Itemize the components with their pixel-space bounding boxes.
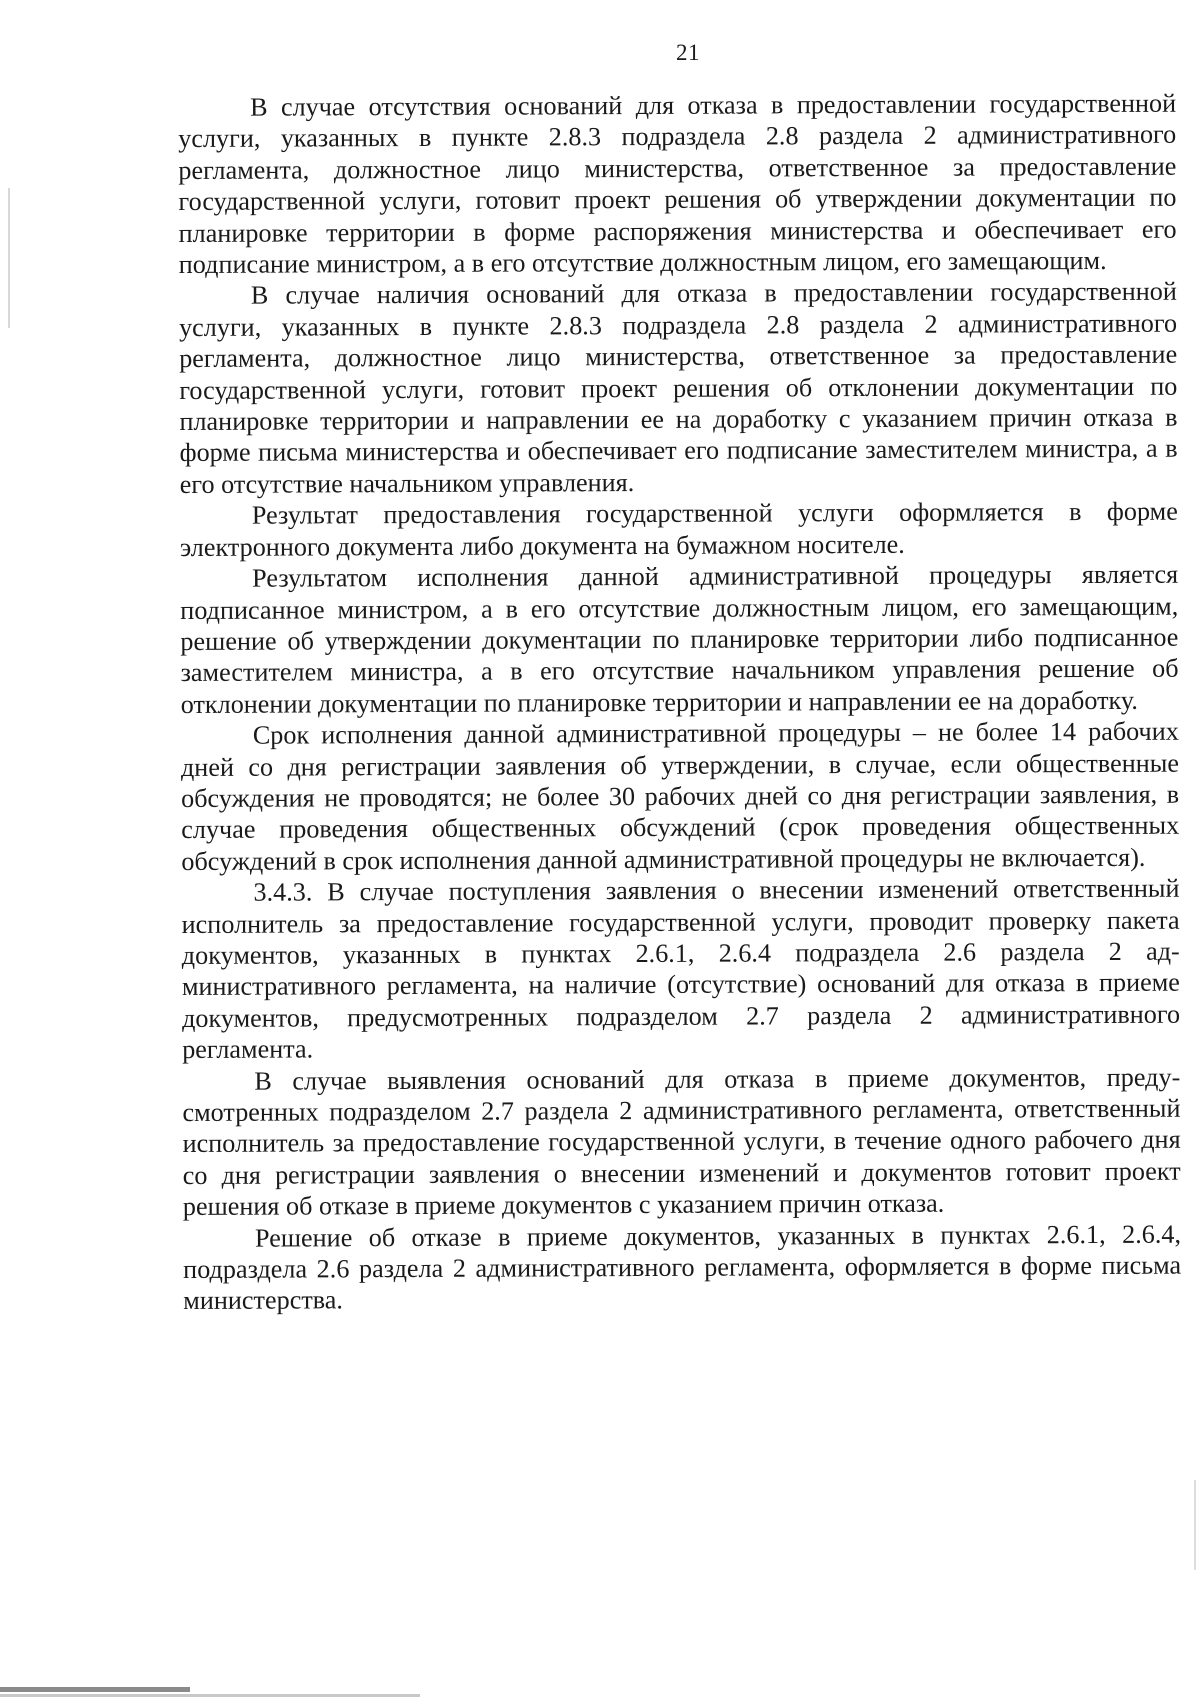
paragraph-3: Результат предоставления государственной услуги оформляется в форме электронного документа либо документа на бумажном носителе. bbox=[179, 496, 1178, 562]
scan-artifact-bottom-faint bbox=[0, 1694, 420, 1697]
page-number: 21 bbox=[676, 40, 700, 65]
paragraph-8: Решение об отказе в приеме документов, указанных в пунктах 2.6.1, 2.6.4, подраздела 2.6 раздела 2 административного регламента, оформляется в форме письма министерства. bbox=[183, 1219, 1182, 1316]
paragraph-7: В случае выявления оснований для отказа в приеме документов, предусмотренных подразделом 2.7 раздела 2 административного регламента, ответственный исполнитель за предоставление государственной услуги, в течение одного рабочего дня со дня регистрации заявления о внесении изменений и документов готовит проект решения об отказе в приеме документов с указанием причин отказа. bbox=[182, 1062, 1181, 1222]
paragraph-4: Результатом исполнения данной административной процедуры является подписанное министром, а в его отсутствие должностным лицом, его замещающим, решение об утверждении документации по планировке территории либо подписанное заместителем министра, а в его отсутствие начальником управления решение об отклонении документации по планировке территории и направлении ее на доработку. bbox=[180, 559, 1179, 719]
paragraph-6: 3.4.3. В случае поступления заявления о внесении изменений ответственный исполнитель за предоставление государственной услуги, проводит проверку пакета документов, указанных в пунктах 2.6.1, 2.6.4 подраздела 2.6 раздела 2 административного регламента, на наличие (отсутствие) оснований для отказа в приеме документов, предусмотренных подразделом 2.7 раздела 2 административного регламента. bbox=[181, 873, 1181, 1065]
paragraph-2: В случае наличия оснований для отказа в предоставлении государственной услуги, указанных в пункте 2.8.3 подраздела 2.8 раздела 2 административного регламента, должностное лицо министерства, ответственное за предоставление государственной услуги, готовит проект решения об отклонении документации по планировке территории и направлении ее на доработку с указанием причин отказа в форме письма министерства и обеспечивает его подписание заместителем министра, а в его отсутствие начальником управления. bbox=[178, 277, 1178, 499]
paragraph-5: Срок исполнения данной административной процедуры – не более 14 рабочих дней со дня регистрации заявления об утверждении, в случае, если общественные обсуждения не проводятся; не более 30 рабочих дней со дня регистрации заявления, в случае проведения общественных обсуждений (срок проведения общественных обсуждений в срок исполнения данной административной процедуры не включается). bbox=[180, 716, 1180, 876]
scan-artifact-left bbox=[8, 188, 10, 328]
scan-artifact-bottom bbox=[0, 1687, 190, 1692]
scan-artifact-right bbox=[1194, 1480, 1196, 1570]
paragraph-1: В случае отсутствия оснований для отказа в предоставлении государственной услуги, указанных в пункте 2.8.3 подраздела 2.8 раздела 2 административного регламента, должностное лицо министерства, ответственное за предоставление государственной услуги, готовит проект решения об утверждении документации по планировке территории в форме распоряжения министерства и обеспечивает его подписание министром, а в его отсутствие должностным лицом, его замещающим. bbox=[178, 88, 1177, 280]
document-body bbox=[178, 88, 1181, 1317]
